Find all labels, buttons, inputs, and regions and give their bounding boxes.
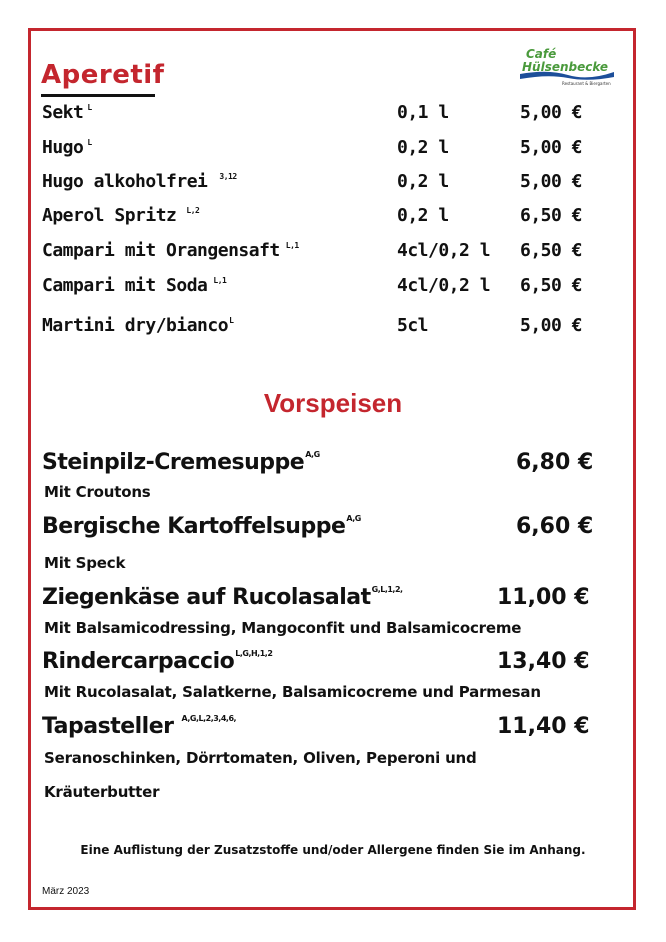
drink-allergens: L bbox=[87, 103, 92, 112]
drink-name: Aperol Spritz $^{L,2}$ bbox=[42, 205, 200, 226]
dish-allergens: A,G bbox=[305, 450, 320, 459]
dish-name: Tapasteller $^{A,G,L,2,3,4,6,}$ bbox=[42, 714, 237, 739]
dish-price: 6,80 € bbox=[516, 450, 594, 475]
dish-description: Mit Croutons bbox=[44, 483, 151, 501]
drink-name: Sekt $^L$ bbox=[42, 102, 92, 123]
logo-line2: Hülsenbecke bbox=[522, 60, 609, 74]
dish-description: Mit Rucolasalat, Salatkerne, Balsamicocreme und Parmesan bbox=[44, 683, 541, 701]
drink-allergens: L,2 bbox=[186, 206, 200, 215]
dish-price: 11,00 € bbox=[497, 585, 590, 610]
dish-description: Seranoschinken, Dörrtomaten, Oliven, Peperoni und bbox=[44, 749, 477, 767]
drink-size: 0,2 l bbox=[397, 137, 449, 158]
drink-name: Hugo $^L$ bbox=[42, 137, 92, 158]
drink-name: Campari mit Soda $^{L,1}$ bbox=[42, 275, 227, 296]
drink-size: 0,2 l bbox=[397, 171, 449, 192]
dish-price: 11,40 € bbox=[497, 714, 590, 739]
drink-allergens: L bbox=[87, 138, 92, 147]
drink-size: 5cl bbox=[397, 315, 429, 336]
drink-allergens: L bbox=[229, 316, 234, 325]
drink-allergens: L,1 bbox=[213, 276, 227, 285]
dish-name: Rindercarpaccio$^{L,G,H,1,2}$ bbox=[42, 649, 273, 674]
drink-allergens: 3,12 bbox=[219, 172, 237, 181]
drink-price: 5,00 € bbox=[520, 102, 583, 123]
drink-price: 6,50 € bbox=[520, 275, 583, 296]
drink-size: 4cl/0,2 l bbox=[397, 275, 491, 296]
dish-name: Ziegenkäse auf Rucolasalat$^{G,L,1,2,}$ bbox=[42, 585, 403, 610]
dish-description: Mit Speck bbox=[44, 554, 126, 572]
drink-price: 5,00 € bbox=[520, 315, 583, 336]
allergen-footnote: Eine Auflistung der Zusatzstoffe und/oder Allergene finden Sie im Anhang. bbox=[80, 843, 586, 857]
drink-size: 4cl/0,2 l bbox=[397, 240, 491, 261]
aperetif-title-underline bbox=[41, 94, 155, 97]
drink-name: Campari mit Orangensaft $^{L,1}$ bbox=[42, 240, 299, 261]
dish-allergens: A,G,L,2,3,4,6, bbox=[181, 714, 237, 723]
dish-description: Mit Balsamicodressing, Mangoconfit und Balsamicocreme bbox=[44, 619, 522, 637]
dish-allergens: G,L,1,2, bbox=[371, 585, 403, 594]
drink-price: 6,50 € bbox=[520, 205, 583, 226]
drink-price: 5,00 € bbox=[520, 137, 583, 158]
drink-price: 6,50 € bbox=[520, 240, 583, 261]
drink-size: 0,1 l bbox=[397, 102, 449, 123]
dish-description-continued: Kräuterbutter bbox=[44, 783, 160, 801]
menu-date: März 2023 bbox=[42, 886, 90, 897]
drink-name: Hugo alkoholfrei $^{3,12}$ bbox=[42, 171, 237, 192]
dish-price: 13,40 € bbox=[497, 649, 590, 674]
logo-line3: Restaurant & Biergarten bbox=[562, 81, 611, 86]
drink-size: 0,2 l bbox=[397, 205, 449, 226]
aperetif-title: Aperetif bbox=[41, 60, 165, 90]
dish-name: Steinpilz-Cremesuppe$^{A,G}$ bbox=[42, 450, 320, 475]
drink-price: 5,00 € bbox=[520, 171, 583, 192]
dish-allergens: L,G,H,1,2 bbox=[235, 649, 273, 658]
dish-name: Bergische Kartoffelsuppe$^{A,G}$ bbox=[42, 514, 361, 539]
dish-price: 6,60 € bbox=[516, 514, 594, 539]
logo-line1: Café bbox=[526, 47, 557, 61]
vorspeisen-title: Vorspeisen bbox=[263, 388, 403, 418]
dish-allergens: A,G bbox=[346, 514, 361, 523]
drink-allergens: L,1 bbox=[285, 241, 299, 250]
cafe-logo bbox=[518, 45, 614, 87]
drink-name: Martini dry/bianco$^L$ bbox=[42, 315, 234, 336]
